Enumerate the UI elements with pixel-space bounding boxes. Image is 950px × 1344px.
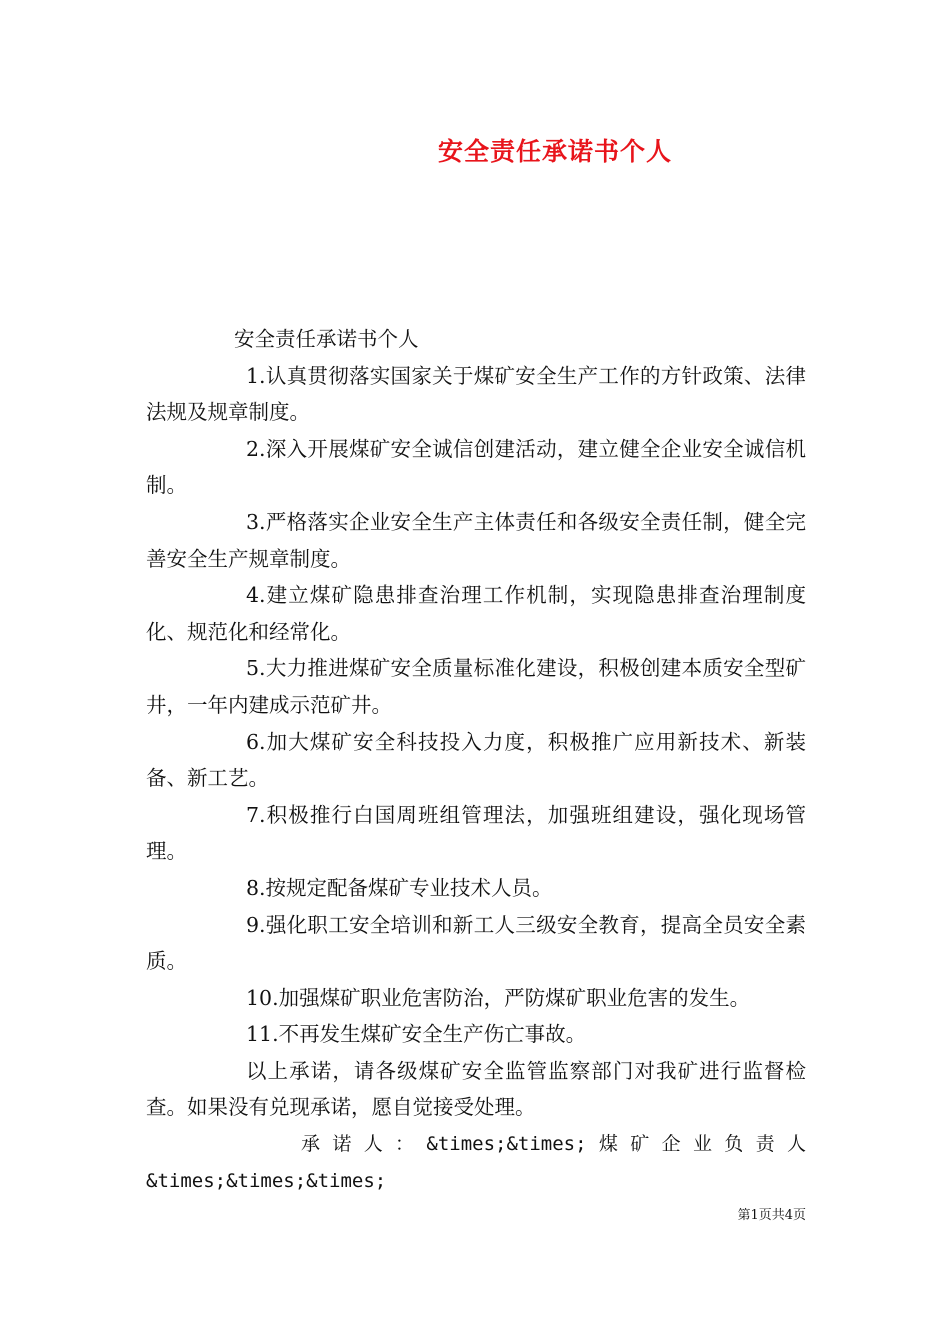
page-number: 第1页共4页 [737,1208,806,1223]
commitment-item-10: 10.加强煤矿职业危害防治，严防煤矿职业危害的发生。 [246,985,751,1010]
commitment-item-6: 6.加大煤矿安全科技投入力度，积极推广应用新技术、新装备、新工艺。 [146,729,806,791]
commitment-item-8: 8.按规定配备煤矿专业技术人员。 [246,875,553,900]
document-subtitle: 安全责任承诺书个人 [234,327,419,351]
commitment-item-3: 3.严格落实企业安全生产主体责任和各级安全责任制，健全完善安全生产规章制度。 [146,509,806,571]
commitment-item-1: 1.认真贯彻落实国家关于煤矿安全生产工作的方针政策、法律法规及规章制度。 [146,363,806,425]
commitment-item-5: 5.大力推进煤矿安全质量标准化建设，积极创建本质安全型矿井，一年内建成示范矿井。 [146,656,806,717]
commitment-item-11: 11.不再发生煤矿安全生产伤亡事故。 [246,1022,587,1047]
commitment-item-4: 4.建立煤矿隐患排查治理工作机制，实现隐患排查治理制度化、规范化和经常化。 [146,583,806,644]
commitment-item-2: 2.深入开展煤矿安全诚信创建活动，建立健全企业安全诚信机制。 [146,436,806,498]
document-title: 安全责任承诺书个人 [437,137,672,166]
commitment-item-9: 9.强化职工安全培训和新工人三级安全教育，提高全员安全素质。 [146,912,806,974]
commitment-item-7: 7.积极推行白国周班组管理法，加强班组建设，强化现场管理。 [146,802,806,864]
closing-paragraph: 以上承诺，请各级煤矿安全监管监察部门对我矿进行监督检查。如果没有兑现承诺，愿自觉接受处理。 [146,1058,806,1120]
document-body [146,321,806,1199]
signature-line: 承诺人：&times;&times;煤矿企业负责人 [301,1133,806,1156]
signature-line-continued: &times;&times;&times; [146,1169,387,1192]
